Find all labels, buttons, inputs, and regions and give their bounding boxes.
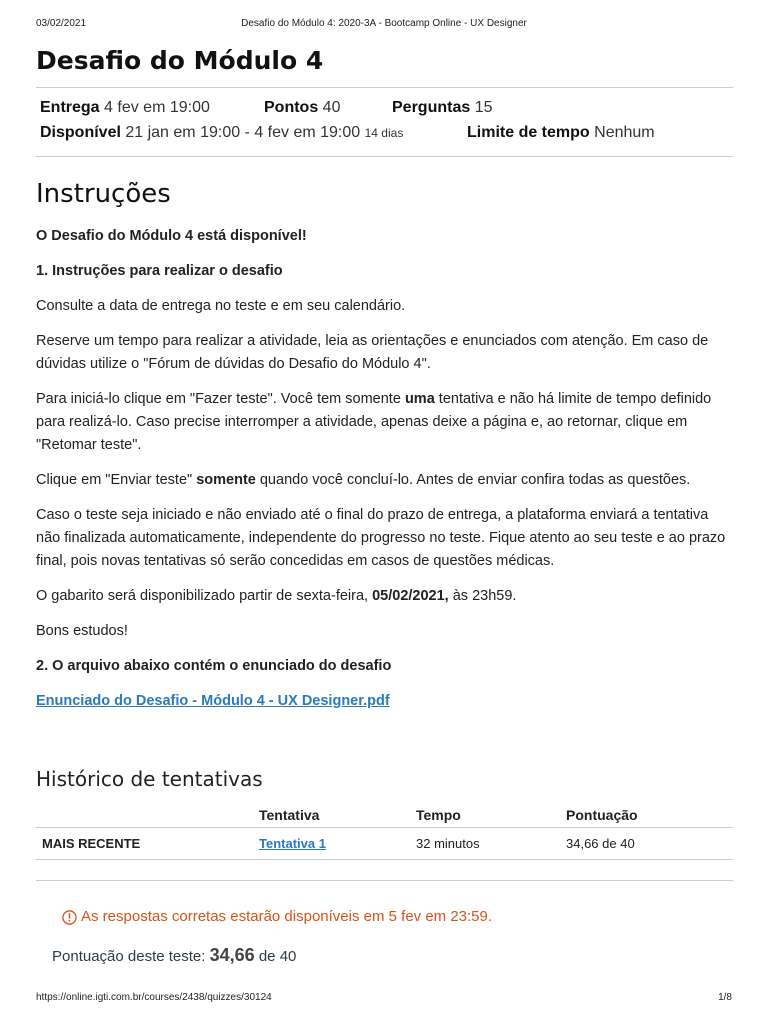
- history-heading: Histórico de tentativas: [36, 767, 263, 791]
- availability-announcement: O Desafio do Módulo 4 está disponível!: [36, 228, 307, 244]
- column-header: [36, 803, 253, 828]
- attempt-link[interactable]: Tentativa 1: [259, 836, 326, 851]
- points: [264, 99, 340, 117]
- column-header: Tentativa: [253, 803, 410, 828]
- print-url: https://online.igti.com.br/courses/2438/quizzes/30124: [36, 992, 272, 1003]
- section-title: 2. O arquivo abaixo contém o enunciado do desafio: [36, 658, 392, 674]
- score-label: Pontuação deste teste:: [52, 948, 206, 965]
- paragraph: Consulte a data de entrega no teste e em seu calendário.: [36, 298, 406, 314]
- paragraph: Clique em "Enviar teste" somente quando você concluí-lo. Antes de enviar confira todas as questões.: [36, 472, 691, 488]
- print-footer: [0, 992, 768, 1006]
- available-label: Disponível: [40, 124, 121, 141]
- due-date: [40, 99, 210, 117]
- questions: [392, 99, 493, 117]
- column-header: Pontuação: [560, 803, 733, 828]
- due-value: 4 fev em 19:00: [104, 99, 210, 116]
- time-cell: 32 minutos: [410, 828, 560, 860]
- pdf-link-line: [36, 690, 733, 713]
- attempts-table: [36, 803, 733, 860]
- answers-notice: [62, 907, 733, 927]
- quiz-score: [52, 943, 733, 969]
- page-title: Desafio do Módulo 4: [36, 46, 324, 75]
- instructions-heading: Instruções: [36, 179, 171, 209]
- print-header: [0, 18, 768, 32]
- print-date: 03/02/2021: [36, 18, 87, 29]
- quiz-content: [36, 40, 733, 969]
- questions-value: 15: [474, 99, 493, 116]
- paragraph: Para iniciá-lo clique em "Fazer teste". Você tem somente uma tentativa e não há limite de tempo definido para realizá-lo. Caso precise interromper a atividade, apenas deixe a página e, ao retornar, clique em "Retomar teste".: [36, 391, 712, 453]
- score-cell: 34,66 de 40: [560, 828, 733, 860]
- section-title: 1. Instruções para realizar o desafio: [36, 263, 283, 279]
- time-limit-value: Nenhum: [594, 124, 655, 141]
- availability: [40, 124, 403, 142]
- paragraph: O gabarito será disponibilizado partir de sexta-feira, 05/02/2021, às 23h59.: [36, 588, 517, 604]
- instructions-body: [36, 225, 733, 713]
- points-value: 40: [322, 99, 341, 116]
- warning-icon: [62, 910, 77, 925]
- due-label: Entrega: [40, 99, 100, 116]
- points-label: Pontos: [264, 99, 319, 116]
- available-days: 14 dias: [364, 126, 404, 140]
- attempt-cell: [253, 828, 410, 860]
- available-value: 21 jan em 19:00 - 4 fev em 19:00: [125, 124, 361, 141]
- notice-text: As respostas corretas estarão disponíveis em 5 fev em 23:59.: [81, 908, 493, 925]
- print-doc-title: Desafio do Módulo 4: 2020-3A - Bootcamp Online - UX Designer: [241, 18, 527, 29]
- paragraph: Reserve um tempo para realizar a atividade, leia as orientações e enunciados com atenção. Em caso de dúvidas utilize o "Fórum de dúvidas do Desafio do Módulo 4".: [36, 333, 709, 372]
- questions-label: Perguntas: [392, 99, 471, 116]
- time-limit-label: Limite de tempo: [467, 124, 590, 141]
- divider: [36, 880, 733, 881]
- quiz-details: [36, 88, 733, 156]
- paragraph: Bons estudos!: [36, 623, 128, 639]
- pdf-download-link[interactable]: Enunciado do Desafio - Módulo 4 - UX Designer.pdf: [36, 693, 390, 709]
- row-label: MAIS RECENTE: [36, 828, 253, 860]
- table-row: [36, 828, 733, 860]
- print-page-number: 1/8: [718, 992, 732, 1003]
- score-suffix: de 40: [258, 948, 297, 965]
- score-value: 34,66: [209, 945, 255, 965]
- paragraph: Caso o teste seja iniciado e não enviado até o final do prazo de entrega, a plataforma enviará a tentativa não finalizada automaticamente, independente do progresso no teste. Fique atento ao seu teste e ao prazo final, pois novas tentativas só serão concedidas em casos de questões médicas.: [36, 507, 726, 569]
- time-limit: [467, 124, 655, 142]
- column-header: Tempo: [410, 803, 560, 828]
- table-header-row: [36, 803, 733, 828]
